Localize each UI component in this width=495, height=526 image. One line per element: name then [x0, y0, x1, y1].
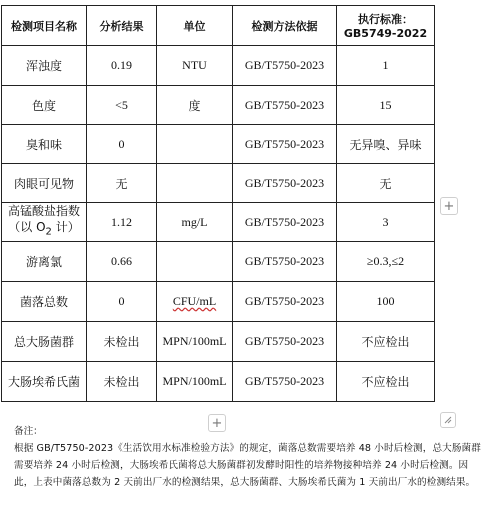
cell-standard[interactable]: 3 [337, 203, 435, 242]
table-row [2, 322, 435, 362]
cell-unit[interactable] [157, 282, 233, 322]
remarks-title: 备注： [14, 426, 43, 437]
cell-item-line2 [4, 219, 84, 240]
header-standard [337, 6, 435, 46]
cell-item[interactable]: 大肠埃希氏菌 [2, 362, 87, 402]
cell-result[interactable]: 1.12 [87, 203, 157, 242]
cell-result[interactable]: 未检出 [87, 322, 157, 362]
cell-unit-text: CFU/mL [172, 294, 217, 308]
cell-method[interactable]: GB/T5750-2023 [233, 46, 337, 86]
cell-item[interactable]: 游离氯 [2, 242, 87, 282]
header-unit: 单位 [157, 6, 233, 46]
water-quality-table [1, 5, 435, 402]
table-header-row [2, 6, 435, 46]
cell-method[interactable]: GB/T5750-2023 [233, 322, 337, 362]
cell-result[interactable]: 0.19 [87, 46, 157, 86]
cell-item[interactable]: 菌落总数 [2, 282, 87, 322]
table-row [2, 203, 435, 242]
cell-standard[interactable]: 100 [337, 282, 435, 322]
cell-standard[interactable]: 无 [337, 164, 435, 203]
cell-item-line2-pre: （以 O [8, 220, 46, 235]
header-result: 分析结果 [87, 6, 157, 46]
cell-result[interactable]: <5 [87, 86, 157, 125]
remarks-body: 根据 GB/T5750-2023《生活饮用水标准检验方法》的规定，菌落总数需要培养 48 小时后检测，总大肠菌群需要培养 24 小时后检测，大肠埃希氏菌将总大肠菌群初发酵时阳性的培养物接种培养 24 小时后检测。因此，上表中菌落总数为 2 天前出厂水的检测结果，总大肠菌群、大肠埃希氏菌为 1 天前出厂水的检测结果。 [14, 443, 481, 488]
cell-standard[interactable]: 不应检出 [337, 322, 435, 362]
cell-result[interactable]: 0 [87, 282, 157, 322]
cell-method[interactable]: GB/T5750-2023 [233, 125, 337, 164]
cell-standard[interactable]: ≥0.3,≤2 [337, 242, 435, 282]
header-method: 检测方法依据 [233, 6, 337, 46]
cell-result[interactable]: 无 [87, 164, 157, 203]
cell-item-line2-post: 计） [51, 220, 80, 235]
add-column-button[interactable]: + [440, 197, 458, 215]
cell-method[interactable]: GB/T5750-2023 [233, 164, 337, 203]
table-row [2, 46, 435, 86]
table-row [2, 282, 435, 322]
cell-item[interactable]: 总大肠菌群 [2, 322, 87, 362]
cell-unit[interactable]: 度 [157, 86, 233, 125]
cell-unit[interactable]: MPN/100mL [157, 322, 233, 362]
cell-unit[interactable]: mg/L [157, 203, 233, 242]
cell-unit[interactable] [157, 164, 233, 203]
add-row-button[interactable]: + [208, 414, 226, 432]
cell-item-line1: 高锰酸盐指数 [7, 204, 80, 219]
cell-method[interactable]: GB/T5750-2023 [233, 282, 337, 322]
cell-unit[interactable]: MPN/100mL [157, 362, 233, 402]
cell-standard[interactable]: 1 [337, 46, 435, 86]
cell-item-subscript: 2 [45, 226, 52, 238]
cell-result[interactable]: 未检出 [87, 362, 157, 402]
cell-method[interactable]: GB/T5750-2023 [233, 362, 337, 402]
table-row [2, 242, 435, 282]
cell-unit[interactable] [157, 242, 233, 282]
cell-item[interactable]: 臭和味 [2, 125, 87, 164]
table-row [2, 164, 435, 203]
cell-standard[interactable]: 15 [337, 86, 435, 125]
cell-method[interactable]: GB/T5750-2023 [233, 86, 337, 125]
cell-item[interactable] [2, 203, 87, 242]
cell-result[interactable]: 0.66 [87, 242, 157, 282]
cell-method[interactable]: GB/T5750-2023 [233, 242, 337, 282]
cell-item[interactable]: 浑浊度 [2, 46, 87, 86]
header-item: 检测项目名称 [2, 6, 87, 46]
table-row [2, 86, 435, 125]
remarks-section [14, 423, 484, 491]
cell-standard[interactable]: 无异嗅、异味 [337, 125, 435, 164]
header-standard-line2: GB5749-2022 [343, 27, 428, 40]
cell-standard[interactable]: 不应检出 [337, 362, 435, 402]
cell-item[interactable]: 肉眼可见物 [2, 164, 87, 203]
cell-unit[interactable] [157, 125, 233, 164]
header-standard-line1: 执行标准： [358, 13, 413, 26]
cell-method[interactable]: GB/T5750-2023 [233, 203, 337, 242]
cell-item[interactable]: 色度 [2, 86, 87, 125]
cell-unit[interactable]: NTU [157, 46, 233, 86]
table-row [2, 362, 435, 402]
cell-result[interactable]: 0 [87, 125, 157, 164]
table-row [2, 125, 435, 164]
